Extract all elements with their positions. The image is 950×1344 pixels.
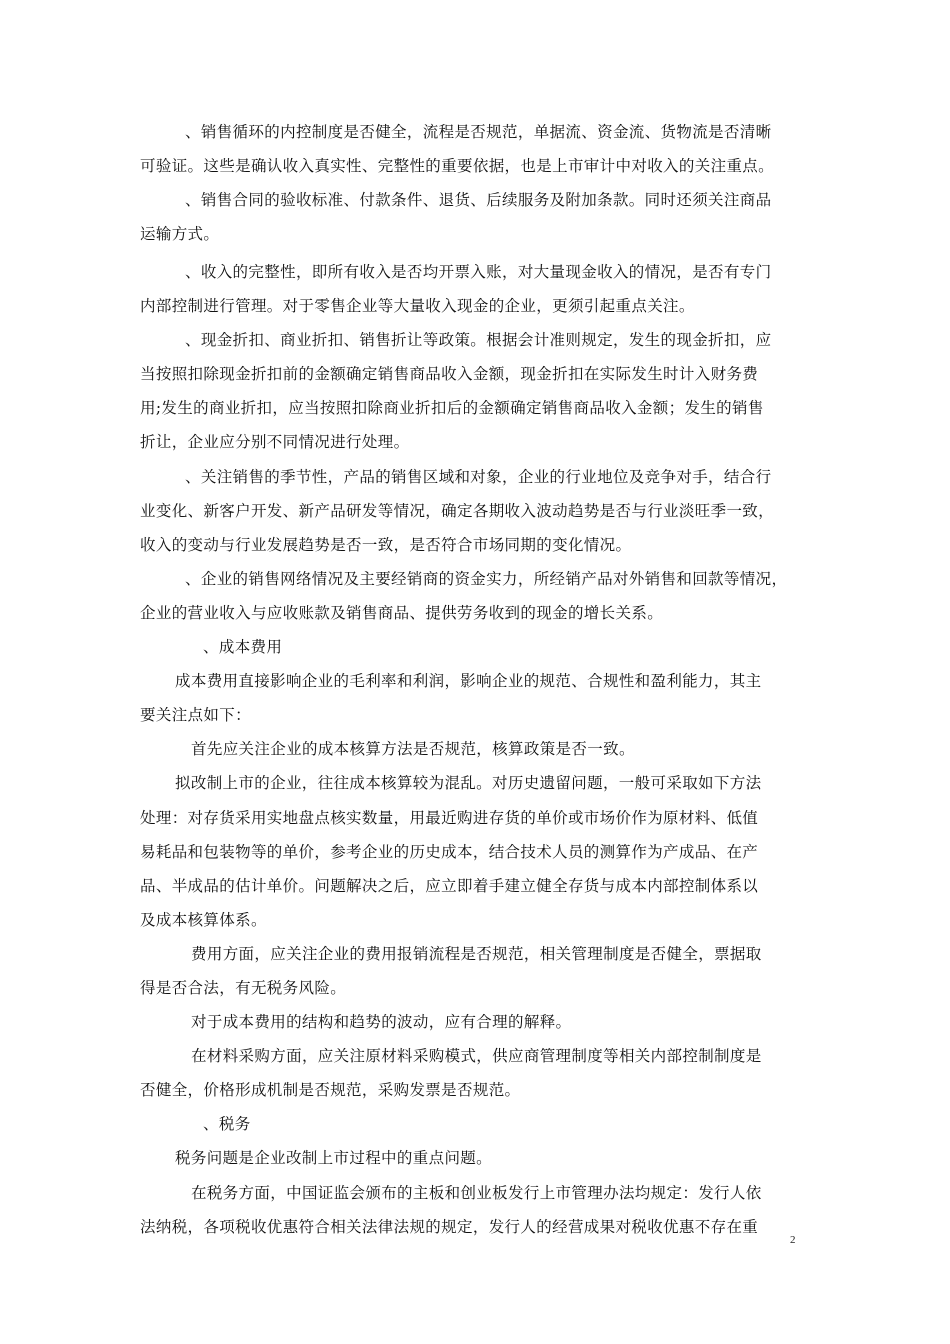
text-line: 拟改制上市的企业，往往成本核算较为混乱。对历史遗留问题，一般可采取如下方法 bbox=[175, 774, 762, 792]
text-line: 费用方面，应关注企业的费用报销流程是否规范，相关管理制度是否健全，票据取 bbox=[191, 945, 762, 963]
text-line: 税务问题是企业改制上市过程中的重点问题。 bbox=[175, 1149, 493, 1167]
text-line: 品、半成品的估计单价。问题解决之后，应立即着手建立健全存货与成本内部控制体系以 bbox=[140, 877, 759, 895]
text-line: 在材料采购方面，应关注原材料采购模式，供应商管理制度等相关内部控制制度是 bbox=[191, 1047, 762, 1065]
text-line: 当按照扣除现金折扣前的金额确定销售商品收入金额，现金折扣在实际发生时计入财务费 bbox=[140, 365, 759, 383]
text-line: 企业的营业收入与应收账款及销售商品、提供劳务收到的现金的增长关系。 bbox=[140, 604, 664, 622]
text-line: 运输方式。 bbox=[140, 225, 220, 243]
text-line: 成本费用直接影响企业的毛利率和利润，影响企业的规范、合规性和盈利能力，其主 bbox=[175, 672, 762, 690]
page-number: 2 bbox=[790, 1234, 796, 1246]
text-line: 、收入的完整性，即所有收入是否均开票入账，对大量现金收入的情况，是否有专门 bbox=[185, 263, 772, 281]
section-heading: 、税务 bbox=[203, 1115, 251, 1133]
text-line: 、关注销售的季节性，产品的销售区域和对象，企业的行业地位及竞争对手，结合行 bbox=[185, 468, 772, 486]
text-line: 折让，企业应分别不同情况进行处理。 bbox=[140, 433, 410, 451]
text-line: 处理：对存货采用实地盘点核实数量，用最近购进存货的单价或市场价作为原材料、低值 bbox=[140, 809, 759, 827]
text-line: 、销售合同的验收标准、付款条件、退货、后续服务及附加条款。同时还须关注商品 bbox=[185, 191, 772, 209]
text-line: 得是否合法，有无税务风险。 bbox=[140, 979, 347, 997]
text-line: 在税务方面，中国证监会颁布的主板和创业板发行上市管理办法均规定：发行人依 bbox=[191, 1184, 762, 1202]
text-line: 收入的变动与行业发展趋势是否一致，是否符合市场同期的变化情况。 bbox=[140, 536, 632, 554]
text-line: 对于成本费用的结构和趋势的波动，应有合理的解释。 bbox=[191, 1013, 572, 1031]
text-line: 要关注点如下： bbox=[140, 706, 251, 724]
text-line: 易耗品和包装物等的单价，参考企业的历史成本，结合技术人员的测算作为产成品、在产 bbox=[140, 843, 759, 861]
text-line: 及成本核算体系。 bbox=[140, 911, 267, 929]
text-line: 首先应关注企业的成本核算方法是否规范，核算政策是否一致。 bbox=[191, 740, 635, 758]
text-line: 、企业的销售网络情况及主要经销商的资金实力，所经销产品对外销售和回款等情况， bbox=[185, 570, 788, 588]
text-line: 内部控制进行管理。对于零售企业等大量收入现金的企业，更须引起重点关注。 bbox=[140, 297, 695, 315]
text-line: 、销售循环的内控制度是否健全，流程是否规范，单据流、资金流、货物流是否清晰 bbox=[185, 123, 772, 141]
text-line: 法纳税，各项税收优惠符合相关法律法规的规定，发行人的经营成果对税收优惠不存在重 bbox=[140, 1218, 759, 1236]
text-line: 、现金折扣、商业折扣、销售折让等政策。根据会计准则规定，发生的现金折扣，应 bbox=[185, 331, 772, 349]
text-line: 可验证。这些是确认收入真实性、完整性的重要依据，也是上市审计中对收入的关注重点。 bbox=[140, 157, 775, 175]
text-line: 否健全，价格形成机制是否规范，采购发票是否规范。 bbox=[140, 1081, 521, 1099]
section-heading: 、成本费用 bbox=[203, 638, 283, 656]
text-line: 用;发生的商业折扣，应当按照扣除商业折扣后的金额确定销售商品收入金额；发生的销售 bbox=[140, 399, 764, 417]
text-line: 业变化、新客户开发、新产品研发等情况，确定各期收入波动趋势是否与行业淡旺季一致， bbox=[140, 502, 775, 520]
